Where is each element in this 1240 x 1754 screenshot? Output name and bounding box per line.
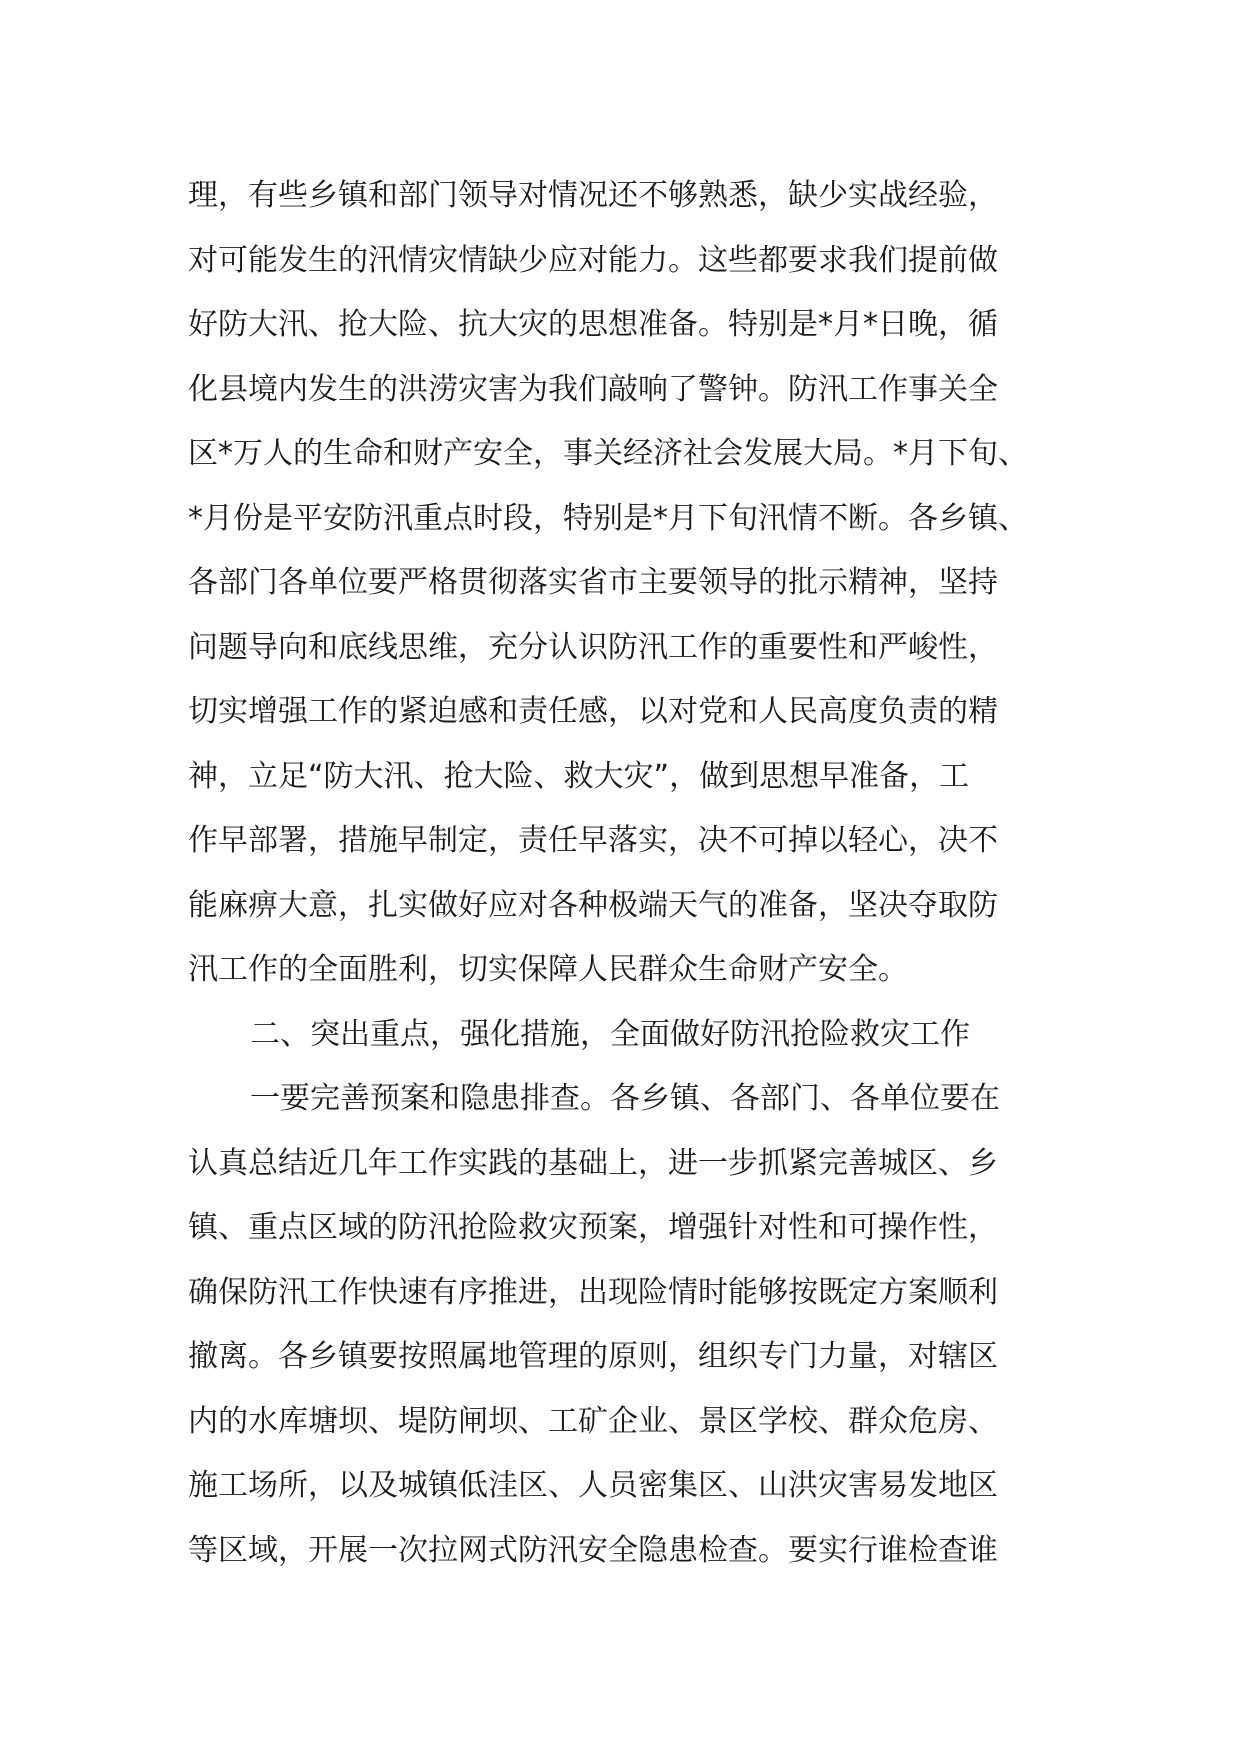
text-line: *月份是平安防汛重点时段，特别是*月下旬汛情不断。各乡镇、 bbox=[188, 500, 1028, 536]
text-line: 汛工作的全面胜利，切实保障人民群众生命财产安全。 bbox=[188, 952, 908, 987]
text-line: 问题导向和底线思维，充分认识防汛工作的重要性和严峻性， bbox=[188, 629, 998, 665]
text-line: 神，立足“防大汛、抢大险、救大灾”，做到思想早准备，工 bbox=[188, 758, 970, 794]
text-line: 对可能发生的汛情灾情缺少应对能力。这些都要求我们提前做 bbox=[188, 242, 998, 278]
text-line: 作早部署，措施早制定，责任早落实，决不可掉以轻心，决不 bbox=[188, 823, 998, 858]
text-line: 能麻痹大意，扎实做好应对各种极端天气的准备，坚决夺取防 bbox=[188, 887, 998, 923]
text-line: 化县境内发生的洪涝灾害为我们敲响了警钟。防汛工作事关全 bbox=[188, 371, 998, 407]
text-line: 内的水库塘坝、堤防闸坝、工矿企业、景区学校、群众危房、 bbox=[188, 1403, 998, 1439]
text-line: 区*万人的生命和财产安全，事关经济社会发展大局。*月下旬、 bbox=[188, 436, 1028, 471]
body-text bbox=[188, 164, 1068, 1583]
text-line: 撤离。各乡镇要按照属地管理的原则，组织专门力量，对辖区 bbox=[188, 1339, 998, 1374]
text-line: 各部门各单位要严格贯彻落实省市主要领导的批示精神，坚持 bbox=[188, 565, 998, 600]
section-heading: 二、突出重点，强化措施，全面做好防汛抢险救灾工作 bbox=[250, 1016, 970, 1052]
paragraph-first-line: 一要完善预案和隐患排查。各乡镇、各部门、各单位要在 bbox=[250, 1081, 1000, 1116]
text-line: 理，有些乡镇和部门领导对情况还不够熟悉，缺少实战经验， bbox=[188, 178, 998, 213]
text-line: 等区域，开展一次拉网式防汛安全隐患检查。要实行谁检查谁 bbox=[188, 1532, 998, 1568]
text-line: 施工场所，以及城镇低洼区、人员密集区、山洪灾害易发地区 bbox=[188, 1468, 998, 1503]
text-line: 切实增强工作的紧迫感和责任感，以对党和人民高度负责的精 bbox=[188, 694, 998, 729]
text-line: 确保防汛工作快速有序推进，出现险情时能够按既定方案顺利 bbox=[188, 1274, 998, 1310]
text-line: 好防大汛、抢大险、抗大灾的思想准备。特别是*月*日晚，循 bbox=[188, 307, 998, 342]
text-line: 认真总结近几年工作实践的基础上，进一步抓紧完善城区、乡 bbox=[188, 1145, 998, 1181]
text-line: 镇、重点区域的防汛抢险救灾预案，增强针对性和可操作性， bbox=[188, 1210, 998, 1245]
